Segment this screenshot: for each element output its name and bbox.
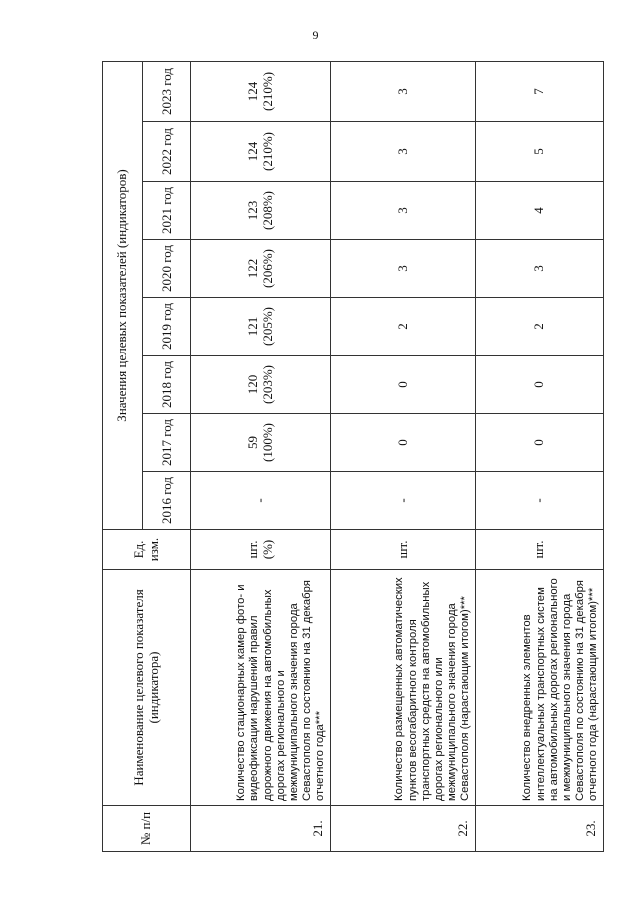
row-value: 0 <box>476 356 604 414</box>
row-value: 3 <box>331 122 476 182</box>
row-value: 2 <box>476 298 604 356</box>
row-value: 121 (205%) <box>191 298 331 356</box>
row-value: 59 (100%) <box>191 414 331 472</box>
row-number: 22. <box>331 806 476 852</box>
row-number: 23. <box>476 806 604 852</box>
row-value: 123 (208%) <box>191 182 331 240</box>
row-indicator-name: Количество внедренных элементов интеллектуальных транспортных систем на автомобильных дорогах регионального и межмуниципального значения города Севастополя по состоянию на 31 декабря отчетного года (нарастающим итогом)*** <box>476 570 604 806</box>
header-year: 2019 год <box>143 298 191 356</box>
row-value: 3 <box>331 240 476 298</box>
header-unit: Ед. изм. <box>103 530 191 570</box>
header-year: 2016 год <box>143 472 191 530</box>
header-values-group: Значения целевых показателей (индикаторов) <box>103 61 143 529</box>
row-unit: шт. (%) <box>191 530 331 570</box>
row-indicator-name: Количество стационарных камер фото- и видеофиксации нарушений правил дорожного движения на автомобильных дорогах регионального и межмуниципального значения города Севастополя по состоянию на 31 декабря отчетного года*** <box>191 570 331 806</box>
header-year: 2021 год <box>143 182 191 240</box>
table-row <box>476 61 604 851</box>
table-row <box>331 61 476 851</box>
row-value: 2 <box>331 298 476 356</box>
row-value: 0 <box>331 356 476 414</box>
rotated-table-wrapper <box>102 62 603 852</box>
header-indicator-name: Наименование целевого показателя (индикатора) <box>103 570 191 806</box>
row-value: 4 <box>476 182 604 240</box>
header-year: 2020 год <box>143 240 191 298</box>
row-value: - <box>476 472 604 530</box>
header-number: № п/п <box>103 806 191 852</box>
row-value: 120 (203%) <box>191 356 331 414</box>
header-year: 2023 год <box>143 61 191 121</box>
row-value: 5 <box>476 122 604 182</box>
row-value: - <box>191 472 331 530</box>
row-value: 3 <box>331 182 476 240</box>
header-year: 2022 год <box>143 122 191 182</box>
row-value: - <box>331 472 476 530</box>
row-value: 0 <box>476 414 604 472</box>
table-row <box>191 61 331 851</box>
row-value: 0 <box>331 414 476 472</box>
page-number: 9 <box>312 28 319 42</box>
row-value: 122 (206%) <box>191 240 331 298</box>
indicators-table <box>102 61 604 852</box>
row-number: 21. <box>191 806 331 852</box>
header-year: 2018 год <box>143 356 191 414</box>
row-value: 7 <box>476 61 604 121</box>
row-indicator-name: Количество размещенных автоматических пунктов весогабаритного контроля транспортных средств на автомобильных дорогах регионального или межмуниципального значения города Севастополя (нарастающим итогом)*** <box>331 570 476 806</box>
row-value: 3 <box>476 240 604 298</box>
landscape-table-container <box>102 62 603 852</box>
row-value: 124 (210%) <box>191 122 331 182</box>
row-value: 124 (210%) <box>191 61 331 121</box>
row-value: 3 <box>331 61 476 121</box>
row-unit: шт. <box>331 530 476 570</box>
header-year: 2017 год <box>143 414 191 472</box>
row-unit: шт. <box>476 530 604 570</box>
